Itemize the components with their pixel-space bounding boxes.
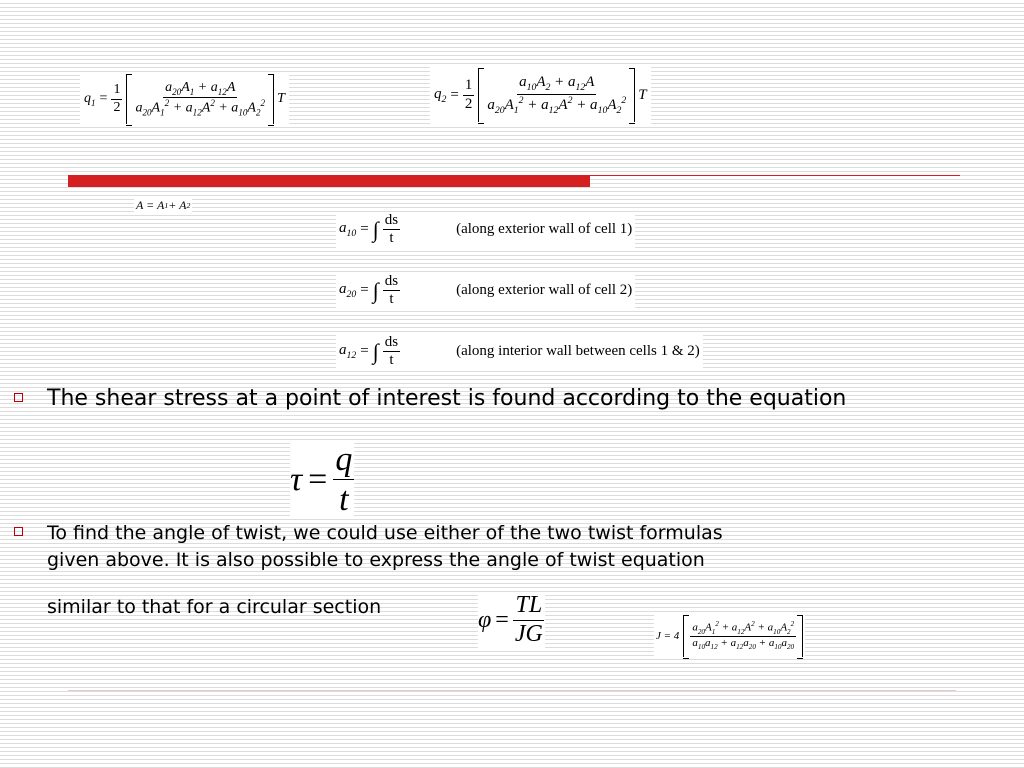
J-bracket: $\frac{a_{20}A_1^2 + a_{12}A^2 + a_{10}A_2^2}{a_{10}a_{12} + a_{12}a_{20} + a_{10}a_{20}}$ xyxy=(683,615,803,657)
bullet-marker-2 xyxy=(14,527,23,536)
equation-area: A = A 1 + A 2 xyxy=(136,198,191,212)
header-accent-bar xyxy=(68,175,590,187)
q2-lhs: $q_2$ xyxy=(434,85,447,105)
bullet-text-angle-line1: To find the angle of twist, we could use either of the two twist formulas xyxy=(47,522,723,544)
bullet-text-angle-line2: given above. It is also possible to express the angle of twist equation xyxy=(47,549,705,571)
bullet-marker-1 xyxy=(14,393,23,402)
q2-bracket: $\frac{a_{10}A_2 + a_{12}A}{a_{20}A_1^2 + a_{12}A^2 + a_{10}A_2^2}$ xyxy=(478,68,635,122)
a20-note: (along exterior wall of cell 2) xyxy=(456,282,633,299)
equation-q1: $q_1$ = $\frac{1}{2}$ $\frac{a_{20}A_1 + a_{12}A}{a_{20}A_1^2 + a_{12}A^2 + a_{10}A_2^2}$ T xyxy=(80,72,289,126)
bullet-text-angle-line3: similar to that for a circular section xyxy=(47,596,382,618)
a12-note: (along interior wall between cells 1 & 2) xyxy=(456,343,700,360)
equation-a20: $a_{20}$ = ∫ $\frac{ds}{t}$ (along exterior wall of cell 2) xyxy=(336,273,635,309)
footer-divider xyxy=(68,690,956,691)
q2-half: $\frac{1}{2}$ xyxy=(464,77,473,112)
equation-a12: $a_{12}$ = ∫ $\frac{ds}{t}$ (along interior wall between cells 1 & 2) xyxy=(336,334,703,370)
header-accent-line xyxy=(590,175,960,176)
equation-a10: $a_{10}$ = ∫ $\frac{ds}{t}$ (along exterior wall of cell 1) xyxy=(336,212,635,248)
equation-phi: φ = $\frac{TL}{JG}$ xyxy=(478,592,543,647)
bullet-text-shear-stress: The shear stress at a point of interest is found according to the equation xyxy=(47,386,847,411)
q1-bracket: $\frac{a_{20}A_1 + a_{12}A}{a_{20}A_1^2 + a_{12}A^2 + a_{10}A_2^2}$ xyxy=(126,74,274,124)
a10-note: (along exterior wall of cell 1) xyxy=(456,221,633,238)
equation-q2: $q_2$ = $\frac{1}{2}$ $\frac{a_{10}A_2 + a_{12}A}{a_{20}A_1^2 + a_{12}A^2 + a_{10}A_2^2}$ T xyxy=(430,66,651,124)
q1-lhs: $q_1$ xyxy=(84,90,96,108)
equation-J: J = 4 $\frac{a_{20}A_1^2 + a_{12}A^2 + a_{10}A_2^2}{a_{10}a_{12} + a_{12}a_{20} + a_{10}a_{20}}$ xyxy=(654,615,805,657)
q1-half: $\frac{1}{2}$ xyxy=(113,82,121,115)
equation-tau: τ = $\frac{q}{t}$ xyxy=(290,441,353,519)
